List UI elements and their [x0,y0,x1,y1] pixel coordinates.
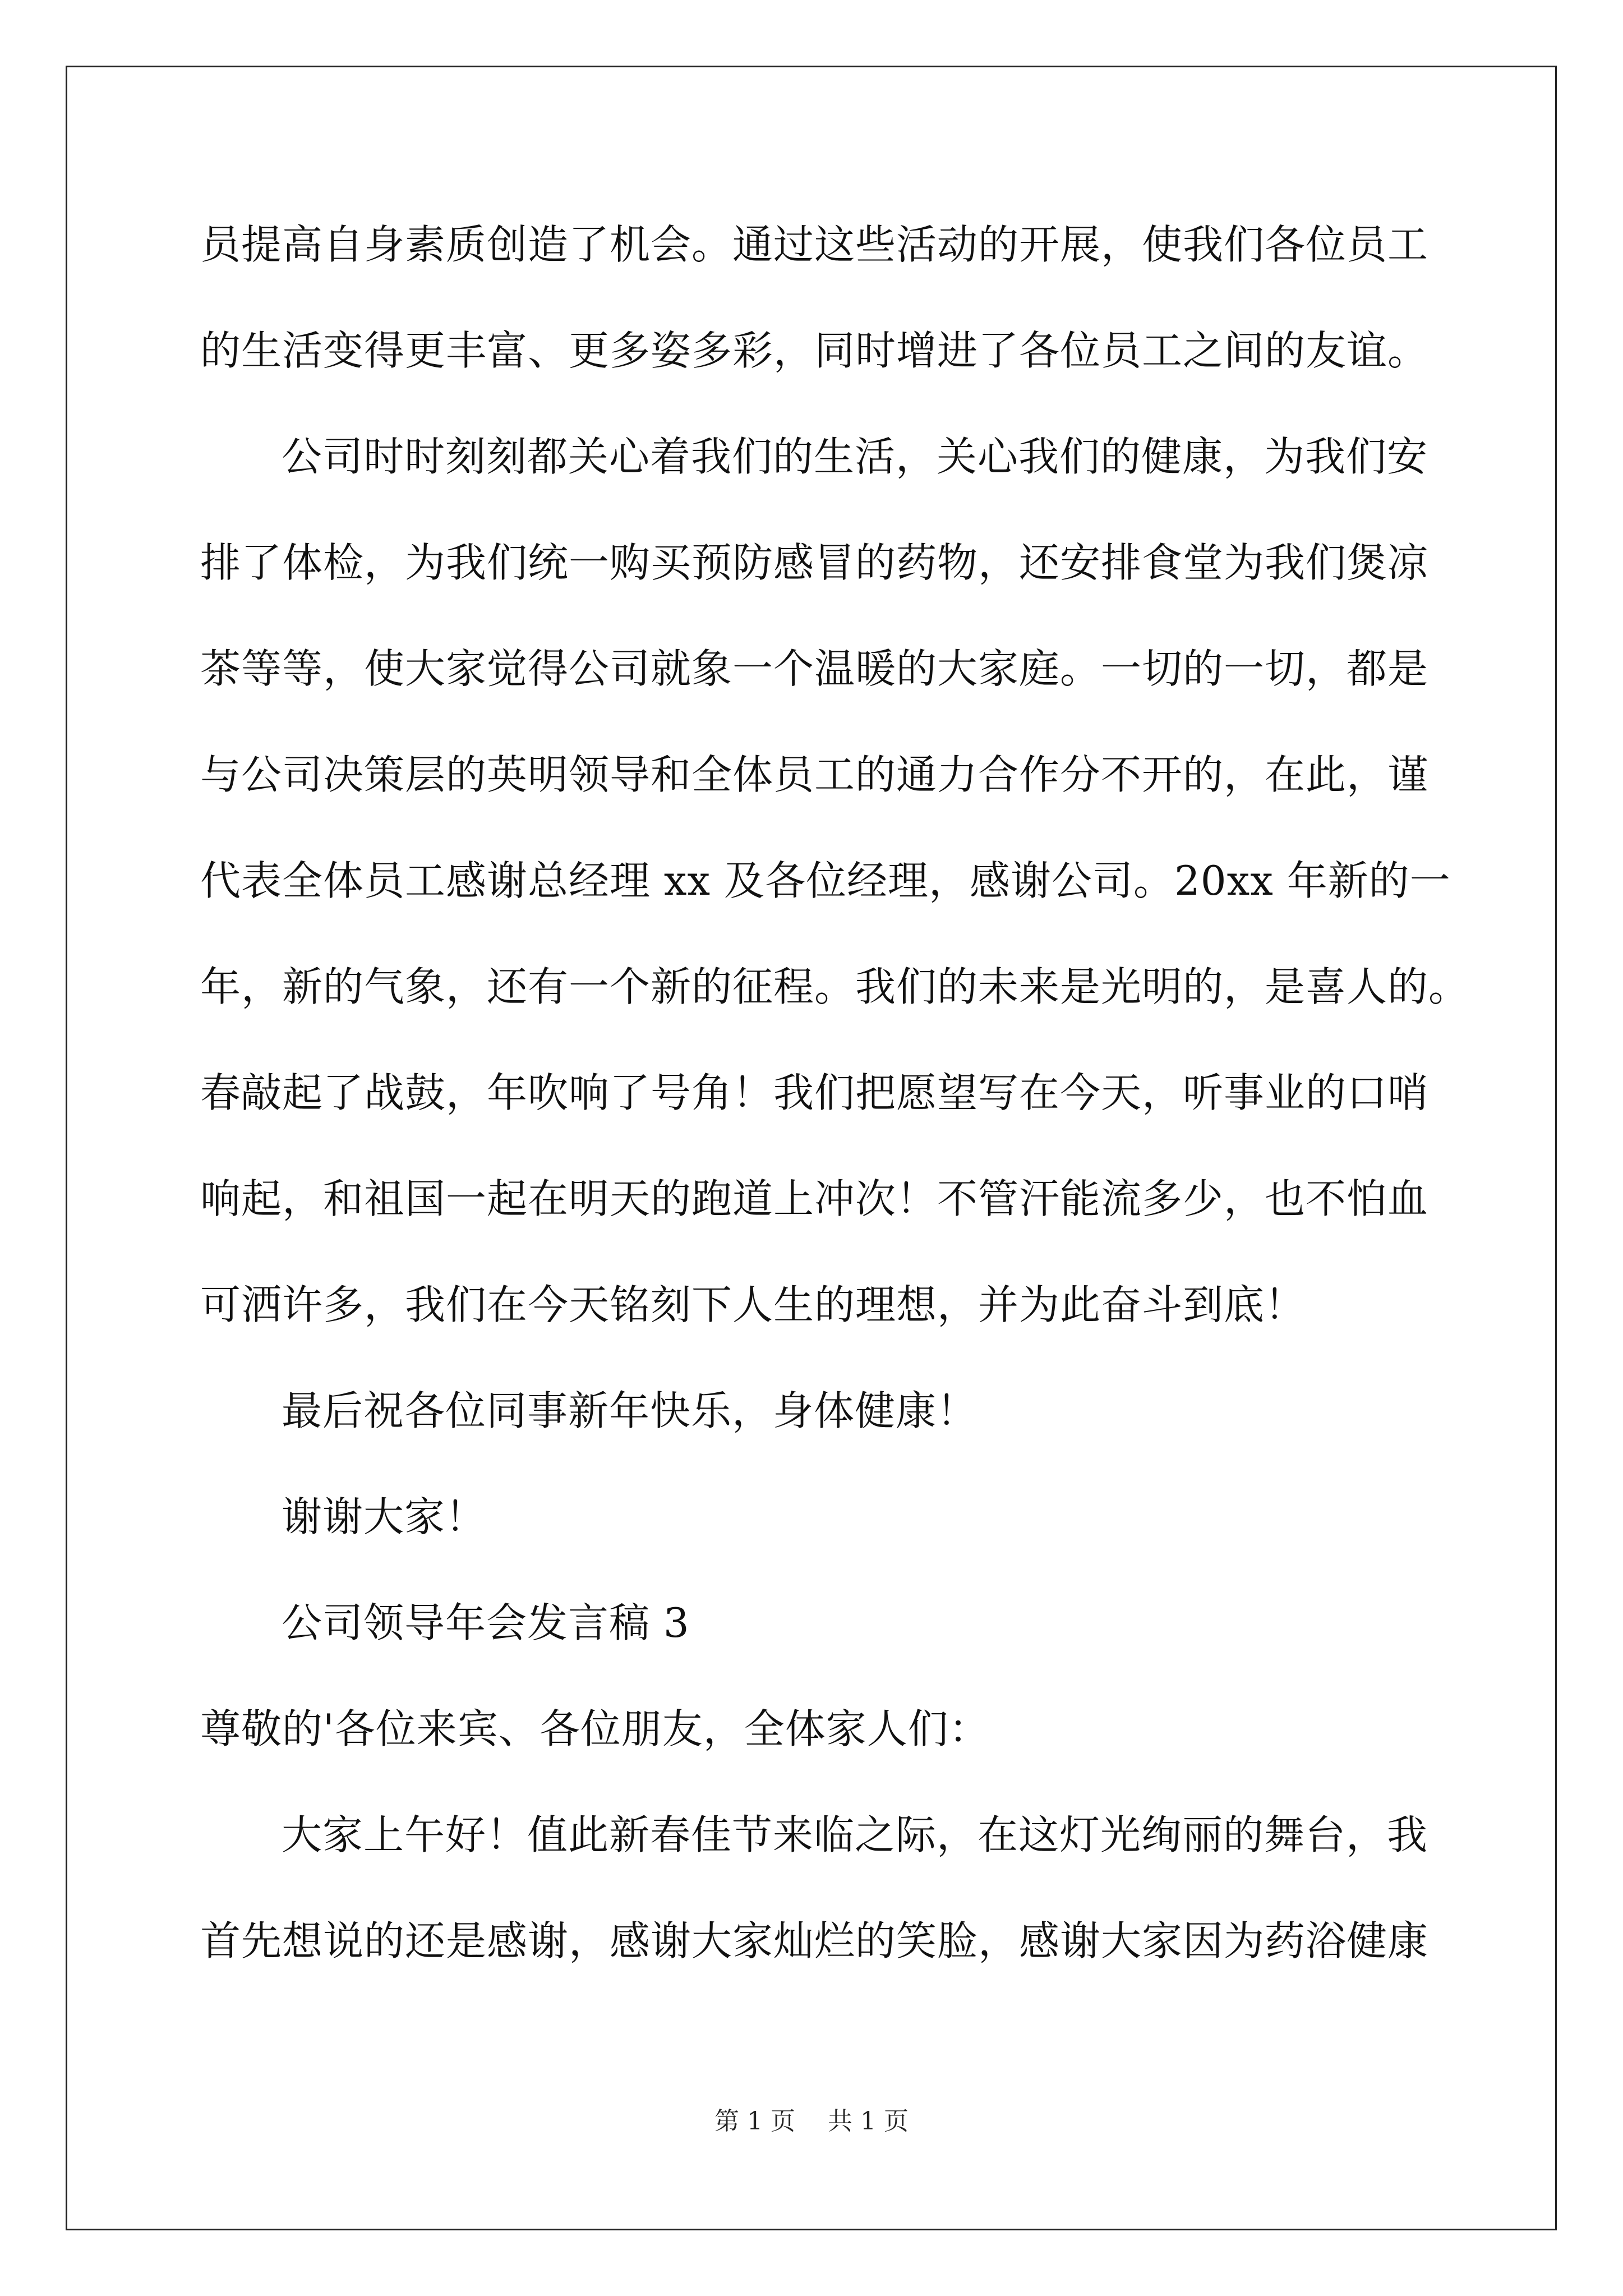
text-line: 与公司决策层的英明领导和全体员工的通力合作分不开的，在此，谨 [200,751,1429,798]
salutation-line: 尊敬的'各位来宾、各位朋友，全体家人们： [200,1705,990,1752]
text-line: 茶等等，使大家觉得公司就象一个温暖的大家庭。一切的一切，都是 [200,645,1429,692]
text-line: 春敲起了战鼓，年吹响了号角！我们把愿望写在今天，听事业的口哨 [200,1069,1429,1116]
text-line: 代表全体员工感谢总经理 xx 及各位经理，感谢公司。20xx 年新的一 [200,857,1451,904]
text-line: 员提高自身素质创造了机会。通过这些活动的开展，使我们各位员工 [200,221,1429,268]
text-line: 可洒许多，我们在今天铭刻下人生的理想，并为此奋斗到底！ [200,1281,1306,1328]
text-line: 公司时时刻刻都关心着我们的生活，关心我们的健康，为我们安 [282,433,1428,480]
text-line: 响起，和祖国一起在明天的跑道上冲次！不管汗能流多少，也不怕血 [200,1175,1429,1222]
section-heading: 公司领导年会发言稿 3 [282,1599,690,1646]
text-line: 大家上午好！值此新春佳节来临之际，在这灯光绚丽的舞台，我 [282,1811,1428,1858]
document-body [200,218,1470,2020]
text-line: 排了体检，为我们统一购买预防感冒的药物，还安排食堂为我们煲凉 [200,539,1429,586]
text-line: 的生活变得更丰富、更多姿多彩，同时增进了各位员工之间的友谊。 [200,327,1429,374]
text-line: 年，新的气象，还有一个新的征程。我们的未来是光明的，是喜人的。 [200,963,1470,1010]
page-number-footer: 第 1 页 共 1 页 [714,2107,909,2136]
text-line: 谢谢大家！ [282,1493,487,1540]
text-line: 首先想说的还是感谢，感谢大家灿烂的笑脸，感谢大家因为药浴健康 [200,1917,1429,1964]
text-line: 最后祝各位同事新年快乐，身体健康！ [282,1387,978,1434]
